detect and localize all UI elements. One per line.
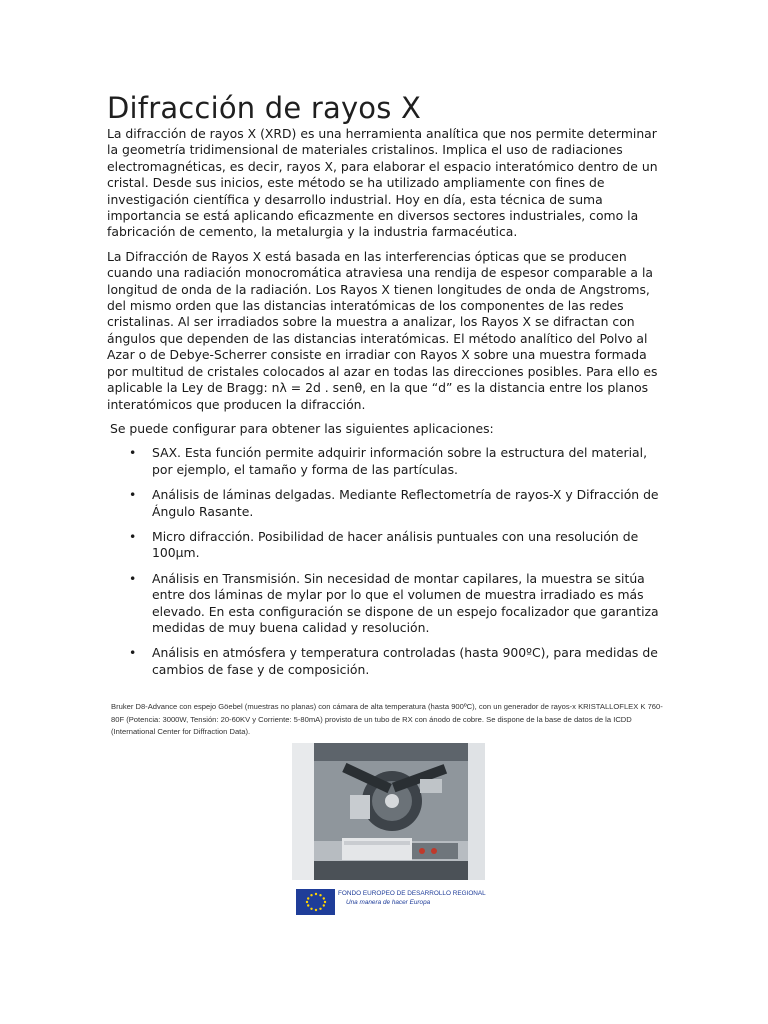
- eu-stars-icon: [303, 891, 329, 913]
- bullet-icon: •: [129, 570, 137, 586]
- list-item: [107, 445, 663, 478]
- list-item-text: Análisis de láminas delgadas. Mediante Reflectometría de rayos-X y Difracción de Ángulo Rasante.: [152, 487, 659, 519]
- paragraph-intro: La difracción de rayos X (XRD) es una herramienta analítica que nos permite determinar la geometría tridimensional de materiales cristalinos. Implica el uso de radiaciones electromagnéticas, es decir, rayos X, para elaborar el espacio interatómico dentro de un cristal. Desde sus inicios, este método se ha utilizado ampliamente con fines de investigación científica y desarrollo industrial. Hoy en día, esta técnica de suma importancia se está aplicando eficazmente en diversos sectores industriales, como la fabricación de cemento, la metalurgia y la industria farmacéutica.: [107, 126, 658, 240]
- funding-slogan: Una manera de hacer Europa: [346, 899, 431, 906]
- list-item-text: Análisis en Transmisión. Sin necesidad de montar capilares, la muestra se sitúa entre dos láminas de mylar por lo que el volumen de muestra irradiado es más elevado. En esta configuración se dispone de un espejo focalizador que garantiza medidas de muy buena calidad y resolución.: [152, 570, 659, 635]
- list-item: [107, 571, 663, 637]
- list-item-text: SAX. Esta función permite adquirir información sobre la estructura del material, por ejemplo, el tamaño y forma de las partículas.: [152, 445, 648, 477]
- list-item: [107, 529, 663, 562]
- list-item-text: Micro difracción. Posibilidad de hacer análisis puntuales con una resolución de 100μm.: [152, 528, 639, 561]
- applications-list: [107, 445, 663, 678]
- list-item-text: Análisis en atmósfera y temperatura controladas (hasta 900ºC), para medidas de cambios de fase y de composición.: [152, 645, 658, 677]
- list-item: [107, 487, 663, 520]
- bullet-icon: •: [129, 528, 137, 544]
- list-item: [107, 645, 663, 678]
- funding-text: [338, 889, 486, 907]
- paragraph-bragg: La Difracción de Rayos X está basada en las interferencias ópticas que se producen cuando una radiación monocromática atraviesa una rendija de espesor comparable a la longitud de onda de la radiación. Los Rayos X tienen longitudes de onda de Angstroms, del mismo orden que las distancias interatómicas de los componentes de las redes cristalinas. Al ser irradiados sobre la muestra a analizar, los Rayos X se difractan con ángulos que dependen de las distancias interatómicas. El método analítico del Polvo al Azar o de Debye-Scherrer consiste en irradiar con Rayos X sobre una muestra formada por multitud de cristales colocados al azar en todas las direcciones posibles. Para ello es aplicable la Ley de Bragg: nλ = 2d . senθ, en la que “d” es la distancia entre los planos interatómicos que producen la difracción.: [107, 248, 658, 412]
- eu-flag-icon: [296, 889, 335, 915]
- funding-title: FONDO EUROPEO DE DESARROLLO REGIONAL: [338, 890, 486, 897]
- list-intro: Se puede configurar para obtener las siguientes aplicaciones:: [110, 420, 494, 436]
- page-title: Difracción de rayos X: [107, 91, 422, 125]
- bullet-icon: •: [129, 445, 137, 461]
- x-ray-diffractometer-photo: [292, 743, 485, 880]
- figure-caption: Bruker D8-Advance con espejo Göebel (muestras no planas) con cámara de alta temperatura (hasta 900ºC), con un generador de rayos-x KRISTALLOFLEX K 760-80F (Potencia: 3000W, Tensión: 20-60KV y Corriente: 5-80mA) provisto de un tubo de RX con ánodo de cobre. Se dispone de la base de datos de la ICDD (International Center for Diffraction Data).: [111, 702, 663, 737]
- bullet-icon: •: [129, 487, 137, 503]
- funding-logo: [296, 889, 486, 917]
- diffractometer-illustration: [292, 743, 485, 880]
- bullet-icon: •: [129, 645, 137, 661]
- document-body: [107, 90, 663, 687]
